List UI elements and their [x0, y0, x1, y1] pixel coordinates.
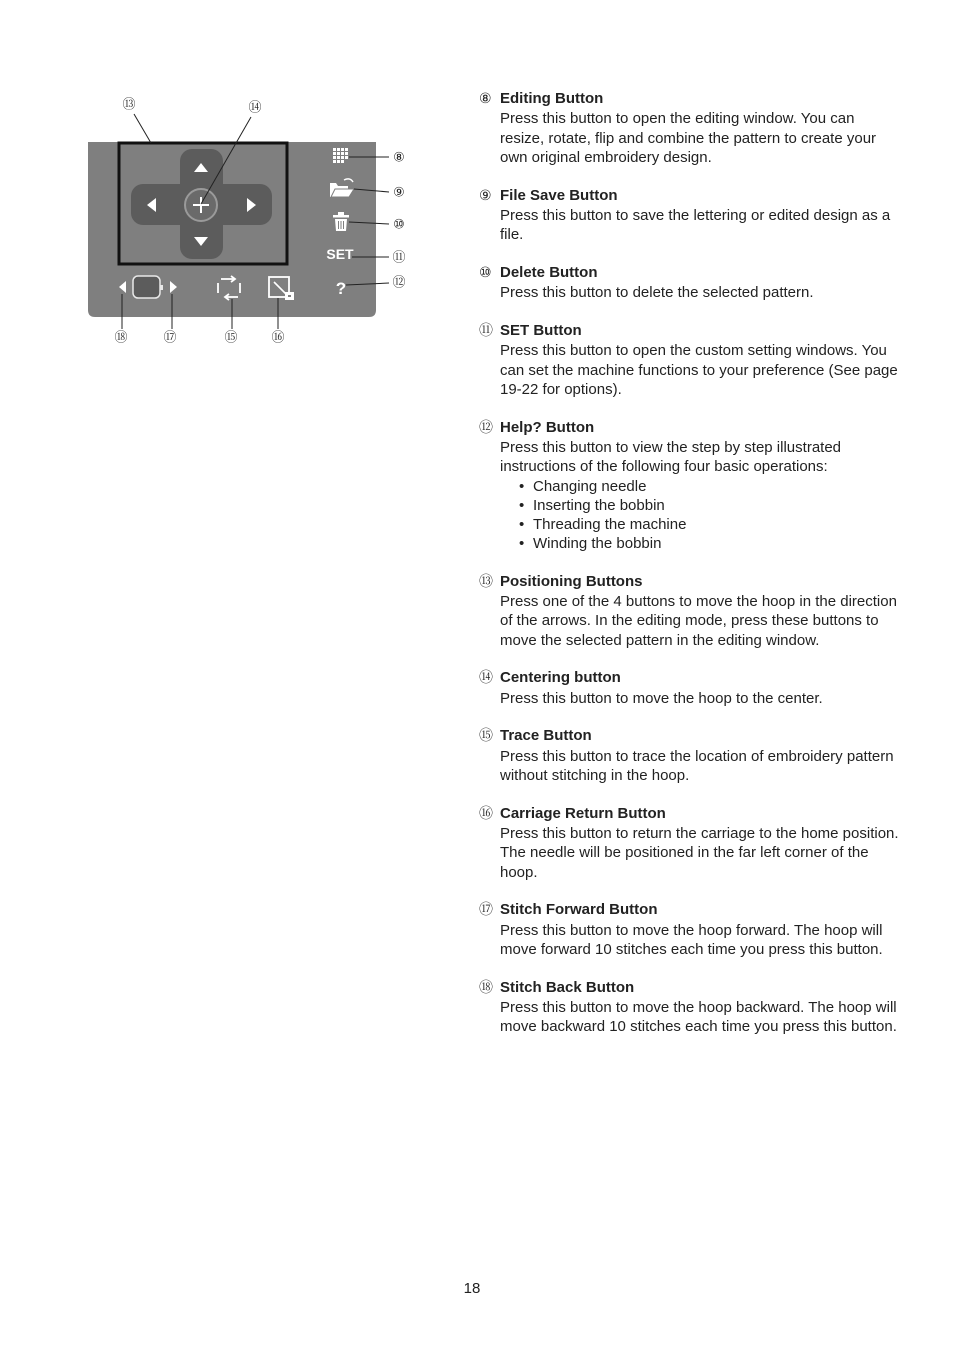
- entry-file-save-button: [479, 186, 899, 245]
- entry-delete-button: [479, 263, 899, 303]
- entry-set-button: [479, 321, 899, 399]
- entry-description: Press this button to delete the selected pattern.: [500, 284, 814, 302]
- list-item: • Changing needle: [500, 477, 899, 496]
- entry-trace-button: [479, 726, 899, 785]
- help-icon[interactable]: ?: [335, 279, 347, 298]
- entry-title: Editing Button: [500, 90, 604, 107]
- entry-description: Press this button to view the step by step illustrated instructions of the following four basic operations:: [500, 439, 842, 476]
- list-item: • Winding the bobbin: [500, 534, 899, 553]
- entry-stitch-back-button: [479, 978, 899, 1037]
- entry-number: ⑭: [479, 670, 493, 687]
- entry-description: Press this button to open the custom setting windows. You can set the machine functions to your preference (See page 19-22 for options).: [500, 342, 898, 399]
- control-panel-figure: [0, 0, 460, 360]
- entry-title: Trace Button: [500, 727, 592, 745]
- entry-description: Press this button to move the hoop forward. The hoop will move forward 10 stitches each time you press this button.: [500, 921, 883, 959]
- entry-title: Positioning Buttons: [500, 572, 643, 590]
- entry-title: Delete Button: [500, 264, 598, 282]
- entry-title: File Save Button: [500, 186, 618, 204]
- entry-number: ⑯: [479, 805, 493, 822]
- operations-list: [479, 477, 899, 553]
- entry-number: ⑫: [479, 419, 493, 436]
- entry-number: ⑩: [479, 265, 492, 282]
- entry-number: ⑪: [479, 323, 493, 340]
- entry-editing-button: [479, 89, 899, 167]
- entry-title: Centering button: [500, 669, 621, 687]
- callout-15: ⑮: [224, 330, 238, 346]
- callout-12: ⑫: [392, 275, 406, 291]
- entry-description: Press this button to trace the location of embroidery pattern without stitching in the hoop.: [500, 747, 894, 784]
- entry-number: ⑱: [479, 979, 493, 996]
- entry-number: ⑬: [479, 573, 493, 590]
- callout-18: ⑱: [114, 330, 128, 346]
- entry-stitch-forward-button: [479, 900, 899, 959]
- entry-number: ⑮: [479, 728, 493, 745]
- callout-8: ⑧: [393, 150, 405, 166]
- entry-help-button: [479, 418, 899, 553]
- entry-description: Press this button to open the editing window. You can resize, rotate, flip and combine the pattern to create your own original embroidery design.: [500, 110, 877, 166]
- callout-13: ⑬: [122, 97, 136, 113]
- entry-title: SET Button: [500, 322, 582, 340]
- callout-14: ⑭: [248, 100, 262, 116]
- panel-body: [88, 142, 376, 317]
- callout-10: ⑩: [393, 217, 405, 233]
- entry-title: Stitch Forward Button: [500, 901, 658, 919]
- callout-11: ⑪: [392, 250, 406, 266]
- entry-carriage-return-button: [479, 804, 899, 882]
- callout-16: ⑯: [271, 330, 285, 346]
- entry-number: ⑧: [479, 91, 492, 107]
- page-number: 18: [463, 1280, 481, 1297]
- control-panel-illustration: [0, 0, 460, 360]
- entry-title: Help? Button: [500, 418, 595, 436]
- callout-9: ⑨: [393, 185, 405, 201]
- list-item: • Threading the machine: [500, 515, 899, 534]
- callout-17: ⑰: [163, 330, 177, 346]
- entry-title: Carriage Return Button: [500, 804, 666, 822]
- entry-description: Press this button to return the carriage to the home position. The needle will be positioned in the far left corner of the hoop.: [500, 825, 899, 881]
- entry-description: Press this button to move the hoop backward. The hoop will move backward 10 stitches each time you press this button.: [500, 999, 897, 1036]
- entry-title: Stitch Back Button: [500, 978, 635, 996]
- entry-description: Press this button to move the hoop to the center.: [500, 689, 823, 707]
- entry-centering-button: [479, 668, 899, 708]
- center-plus-icon[interactable]: [185, 189, 217, 221]
- list-item: • Inserting the bobbin: [500, 496, 899, 515]
- entry-number: ⑨: [479, 187, 492, 204]
- button-descriptions: [479, 89, 899, 1055]
- entry-description: Press one of the 4 buttons to move the hoop in the direction of the arrows. In the editing mode, press these buttons to move the selected pattern in the editing window.: [500, 592, 897, 649]
- entry-number: ⑰: [479, 902, 493, 919]
- set-button[interactable]: SET: [326, 246, 354, 262]
- needle-bar-icon: [133, 276, 163, 298]
- entry-description: Press this button to save the lettering or edited design as a file.: [500, 206, 891, 244]
- entry-positioning-buttons: [479, 572, 899, 650]
